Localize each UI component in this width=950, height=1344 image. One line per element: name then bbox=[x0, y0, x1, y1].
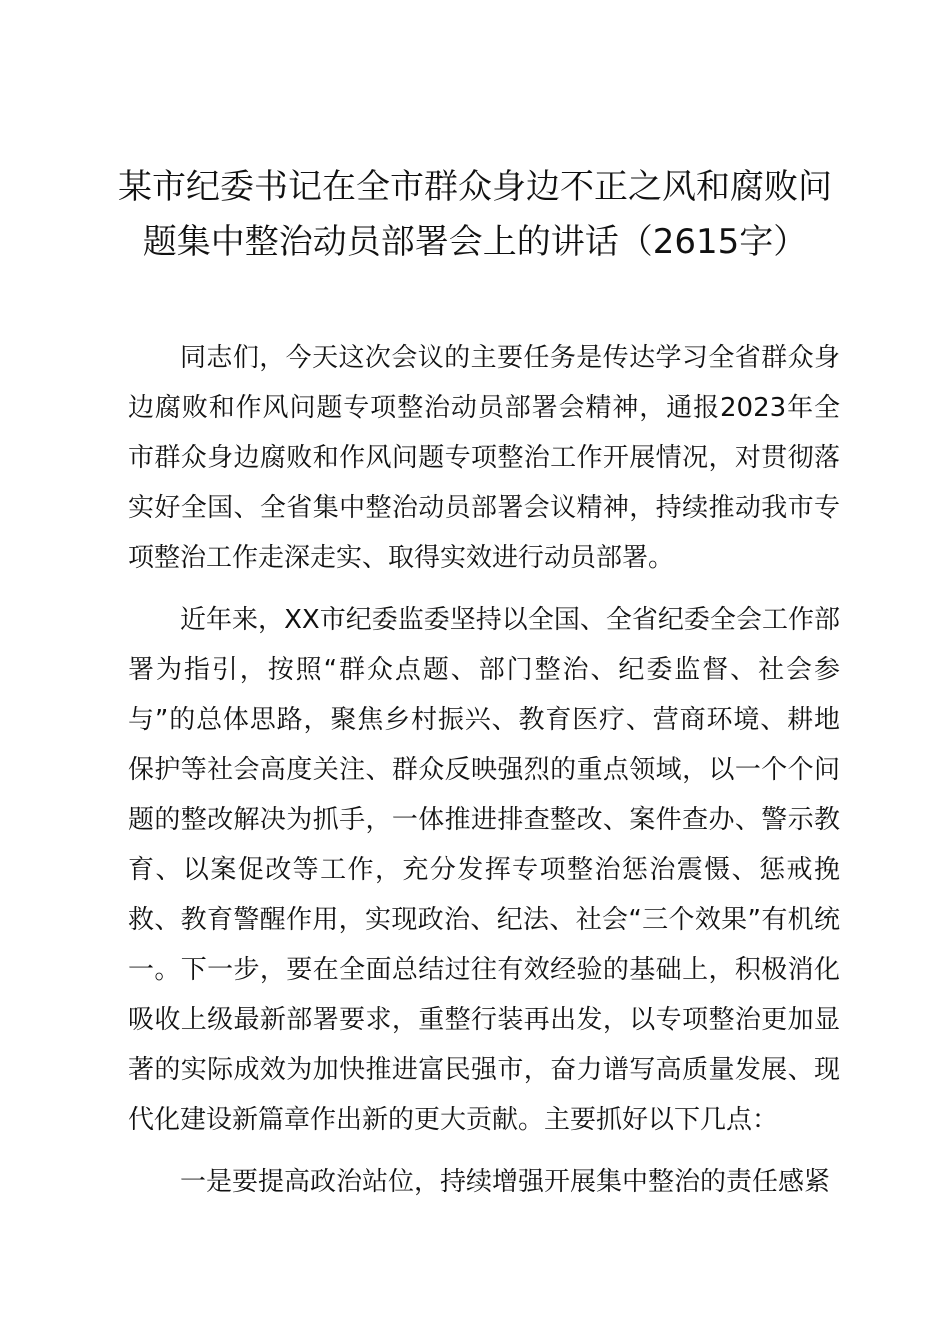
document-body bbox=[128, 333, 840, 1207]
paragraph-1: 同志们，今天这次会议的主要任务是传达学习全省群众身边腐败和作风问题专项整治动员部署会精神，通报2023年全市群众身边腐败和作风问题专项整治工作开展情况，对贯彻落实好全国、全省集中整治动员部署会议精神，持续推动我市专项整治工作走深走实、取得实效进行动员部署。 bbox=[128, 343, 840, 573]
paragraph-3: 一是要提高政治站位，持续增强开展集中整治的责任感紧 bbox=[180, 1167, 831, 1197]
paragraph-2: 近年来，XX市纪委监委坚持以全国、全省纪委全会工作部署为指引，按照“群众点题、部门整治、纪委监督、社会参与”的总体思路，聚焦乡村振兴、教育医疗、营商环境、耕地保护等社会高度关注、群众反映强烈的重点领域，以一个个问题的整改解决为抓手，一体推进排查整改、案件查办、警示教育、以案促改等工作，充分发挥专项整治惩治震慑、惩戒挽救、教育警醒作用，实现政治、纪法、社会“三个效果”有机统一。下一步，要在全面总结过往有效经验的基础上，积极消化吸收上级最新部署要求，重整行装再出发，以专项整治更加显著的实际成效为加快推进富民强市，奋力谱写高质量发展、现代化建设新篇章作出新的更大贡献。主要抓好以下几点： bbox=[128, 605, 840, 1135]
document-title: 某市纪委书记在全市群众身边不正之风和腐败问题集中整治动员部署会上的讲话（2615字） bbox=[118, 167, 832, 262]
